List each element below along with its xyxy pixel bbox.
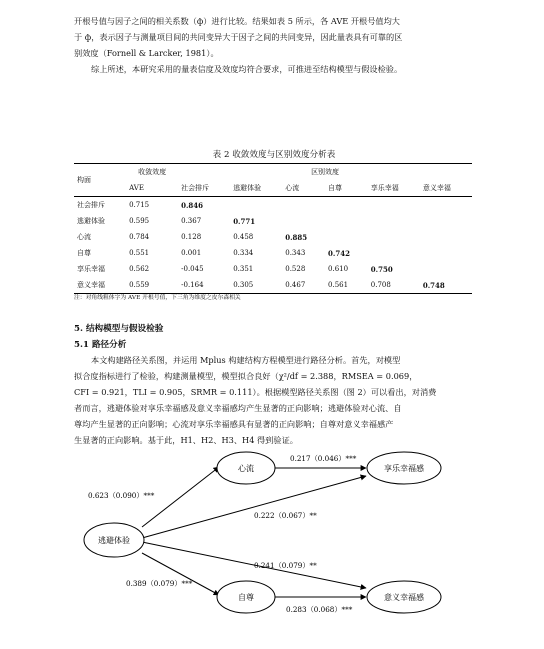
table-row [74,229,472,245]
body-line: CFI = 0.921，TLI = 0.905，SRMR = 0.111）。根据模型路径关系图（图 2）可以看出，对消费 [74,387,437,397]
convergent-header: 收敛效度 [126,164,178,181]
path-coef-escape-hedonic: 0.222（0.067）** [254,511,317,520]
row-label: 心流 [77,233,91,241]
table-cell [368,229,420,245]
path-arrow [142,476,366,538]
table-row [74,197,472,214]
table-cell [420,213,472,229]
node-escape-label: 逃避体验 [98,536,130,545]
path-coef-esteem-eudaimonic: 0.283（0.068）*** [286,605,353,614]
table-cell [282,197,325,214]
column-header: 心流 [282,180,325,197]
table-cell: 0.708 [368,277,420,294]
table-cell: 0.343 [285,249,306,257]
table-cell [325,213,368,229]
table-cell: 0.551 [129,249,150,257]
table-cell: 0.001 [181,249,202,257]
table-title: 表 2 收敛效度与区别效度分析表 [212,150,336,160]
table-cell: 0.351 [233,265,254,273]
table-cell [325,197,368,214]
table-cell: 0.595 [129,217,150,225]
table-cell [420,245,472,261]
table-row [74,261,472,277]
validity-table [74,163,472,294]
table-cell: 0.846 [181,200,204,210]
table-cell: 0.750 [370,264,393,274]
path-coef-flow-hedonic: 0.217（0.046）*** [290,454,357,463]
column-header: 自尊 [325,180,368,197]
table-cell: 0.458 [233,233,254,241]
table-cell: 0.771 [233,216,256,226]
column-header: 社会排斥 [178,180,230,197]
table-cell [368,245,420,261]
column-header: 享乐幸福 [368,180,420,197]
table-cell [368,213,420,229]
column-header: 逃避体验 [230,180,282,197]
table-cell [230,197,282,214]
table-cell: 0.559 [126,277,178,294]
table-cell: -0.164 [178,277,230,294]
section-heading: 5. 结构模型与假设检验 [74,324,164,334]
column-header: 意义幸福 [420,180,472,197]
node-hedonic-label: 享乐幸福感 [384,464,424,473]
table-cell: 0.748 [420,277,472,294]
table-cell: 0.528 [285,265,306,273]
intro-paragraph [74,13,474,61]
body-line: 拟合度指标进行了检验，构建测量模型，模型拟合良好（χ²/df = 2.388，RMSEA = 0.069， [74,371,418,381]
path-arrow [142,553,219,595]
intro-line: 开根号值与因子之间的相关系数（ф）进行比较。结果如表 5 所示，各 AVE 开根号值均大 [74,16,400,26]
body-line: 生显著的正向影响。基于此，H1、H2、H3、H4 得到验证。 [74,435,298,445]
table-note: 注：对角线粗体字为 AVE 开根号值，下三角为维度之皮尔森相关 [74,295,241,301]
table-cell: 0.784 [129,233,150,241]
node-esteem-label: 自尊 [238,593,254,602]
table-cell: 0.367 [181,217,202,225]
path-diagram [74,445,474,645]
section-paragraph [74,352,474,448]
table-cell: 0.305 [230,277,282,294]
node-eudaimonic-label: 意义幸福感 [384,593,424,602]
table-cell [420,261,472,277]
table-row [74,213,472,229]
table-cell: 0.715 [129,201,150,209]
column-header: AVE [126,180,178,197]
table-cell: 0.467 [282,277,325,294]
row-label: 意义幸福 [74,277,126,294]
path-coef-escape-eudaimonic: 0.241（0.079）** [254,561,317,570]
path-coef-escape-flow: 0.623（0.090）*** [88,491,155,500]
table-cell [420,229,472,245]
construct-header: 构面 [74,164,126,197]
table-cell [325,229,368,245]
table-cell [368,197,420,214]
table-cell [282,213,325,229]
table-cell: 0.334 [233,249,254,257]
table-cell: 0.742 [328,248,350,258]
subsection-heading: 5.1 路径分析 [74,340,127,350]
table-cell: 0.610 [328,265,349,273]
discriminant-header: 区别效度 [178,164,472,181]
row-label: 享乐幸福 [77,265,105,273]
intro-line: 于 ф，表示因子与测量项目间的共同变异大于因子之间的共同变异，因此量表具有可靠的区 [74,32,403,42]
row-label: 社会排斥 [77,201,105,209]
path-coef-escape-esteem: 0.389（0.079）*** [126,579,193,588]
table-cell [420,197,472,214]
table-cell: 0.885 [285,232,308,242]
table-cell: -0.045 [181,265,204,273]
row-label: 自尊 [77,249,91,257]
body-line: 者而言，逃避体验对享乐幸福感及意义幸福感均产生显著的正向影响；逃避体验对心流、自 [74,403,402,413]
table-row [74,245,472,261]
table-cell: 0.561 [325,277,368,294]
table-cell: 0.562 [129,265,150,273]
row-label: 逃避体验 [77,217,105,225]
body-line: 本文构建路径关系图，并运用 Mplus 构建结构方程模型进行路径分析。首先，对模型 [91,355,401,365]
intro-line: 别效度（Fornell & Larcker, 1981）。 [74,48,219,58]
body-line: 尊均产生显著的正向影响；心流对享乐幸福感具有显著的正向影响；自尊对意义幸福感产 [74,419,394,429]
node-flow-label: 心流 [238,464,254,473]
table-cell: 0.128 [181,233,202,241]
summary-paragraph: 综上所述，本研究采用的量表信度及效度均符合要求，可推进至结构模型与假设检验。 [91,64,403,74]
